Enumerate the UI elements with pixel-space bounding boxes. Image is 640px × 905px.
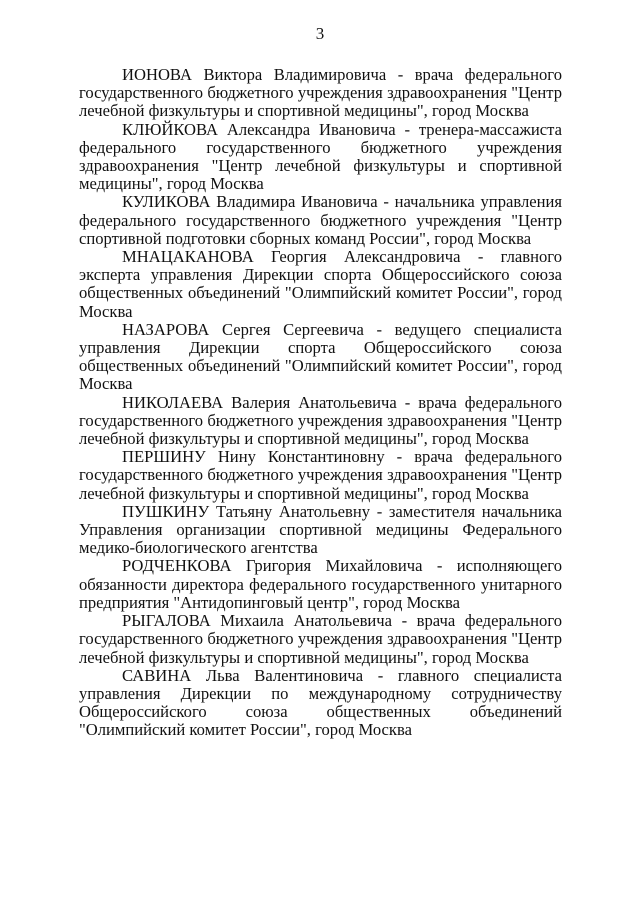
entry-details: Валерия Анатольевича - врача федерального государственного бюджетного учреждения здравоохранения "Центр лечебной физкультуры и спортивной медицины", город Москва xyxy=(79,392,562,449)
award-list xyxy=(79,66,562,740)
award-entry xyxy=(79,667,562,740)
entry-details: Льва Валентиновича - главного специалиста управления Дирекции по международному сотрудничеству Общероссийского союза общественных объединений "Олимпийский комитет России", город Москва xyxy=(79,665,562,740)
entry-details: Татьяну Анатольевну - заместителя начальника Управления организации спортивной медицины Федерального медико-биологического агентства xyxy=(79,501,562,558)
surname: ПУШКИНУ xyxy=(122,501,210,521)
award-entry xyxy=(79,503,562,558)
surname: ИОНОВА xyxy=(122,65,192,84)
award-entry xyxy=(79,248,562,321)
surname: КЛЮЙКОВА xyxy=(122,119,219,139)
surname: НИКОЛАЕВА xyxy=(122,392,224,412)
award-entry xyxy=(79,121,562,194)
award-entry xyxy=(79,66,562,121)
surname: САВИНА xyxy=(122,665,192,685)
entry-details: Михаила Анатольевича - врача федерального государственного бюджетного учреждения здравоохранения "Центр лечебной физкультуры и спортивной медицины", город Москва xyxy=(79,611,563,667)
award-entry xyxy=(79,612,562,667)
surname: НАЗАРОВА xyxy=(122,319,210,339)
entry-details: Григория Михайловича - исполняющего обязанности директора федерального государственного унитарного предприятия "Антидопинговый центр", город Москва xyxy=(79,556,562,612)
entry-details: Георгия Александровича - главного эксперта управления Дирекции спорта Общероссийского союза общественных объединений "Олимпийский комитет России", город Москва xyxy=(79,247,562,321)
award-entry xyxy=(79,394,562,449)
surname: КУЛИКОВА xyxy=(122,192,211,212)
award-entry xyxy=(79,321,562,394)
entry-details: Владимира Ивановича - начальника управления федерального государственного бюджетного учреждения "Центр спортивной подготовки сборных команд России", город Москва xyxy=(79,192,563,248)
surname: МНАЦАКАНОВА xyxy=(122,247,254,267)
page-number: 3 xyxy=(315,24,325,43)
entry-details: Сергея Сергеевича - ведущего специалиста управления Дирекции спорта Общероссийского союза общественных объединений "Олимпийский комитет России", город Москва xyxy=(79,319,562,394)
surname: РЫГАЛОВА xyxy=(122,611,211,631)
entry-details: Нину Константиновну - врача федерального государственного бюджетного учреждения здравоохранения "Центр лечебной физкультуры и спортивной медицины", город Москва xyxy=(79,447,562,503)
entry-details: Александра Ивановича - тренера-массажиста федерального государственного бюджетного учреждения здравоохранения "Центр лечебной физкультуры и спортивной медицины", город Москва xyxy=(79,119,562,194)
award-entry xyxy=(79,193,562,248)
surname: РОДЧЕНКОВА xyxy=(122,556,232,576)
surname: ПЕРШИНУ xyxy=(122,447,206,467)
entry-details: Виктора Владимировича - врача федерального государственного бюджетного учреждения здравоохранения "Центр лечебной физкультуры и спортивной медицины", город Москва xyxy=(79,65,562,121)
award-entry xyxy=(79,448,562,503)
award-entry xyxy=(79,557,562,612)
